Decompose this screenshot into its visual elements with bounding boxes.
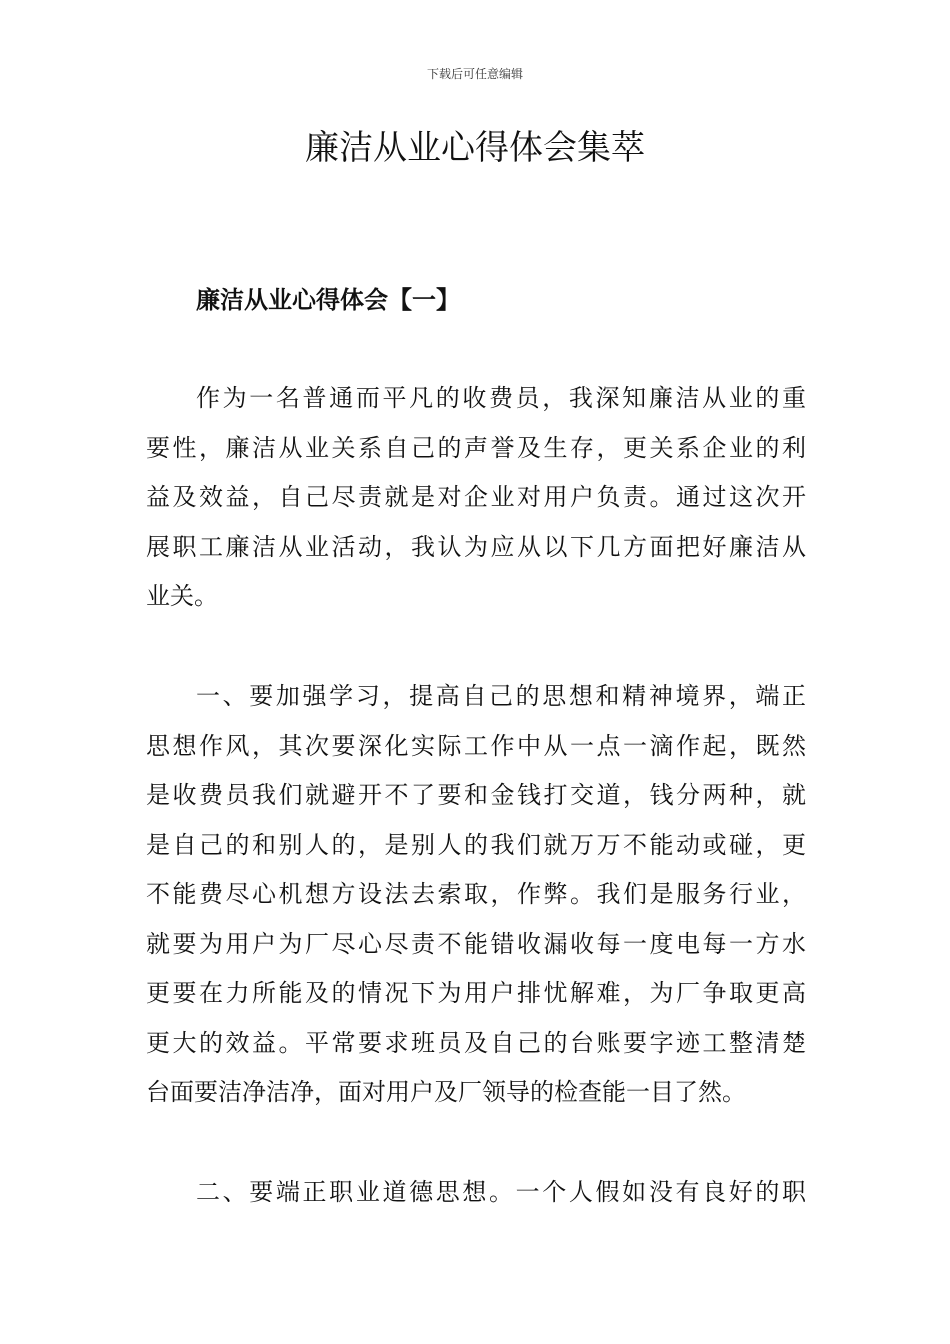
paragraph-line: 就要为用户为厂尽心尽责不能错收漏收每一度电每一方水: [146, 929, 806, 958]
paragraph-line: 台面要洁净洁净，面对用户及厂领导的检查能一目了然。: [146, 1078, 746, 1106]
paragraph-3: [146, 1168, 806, 1218]
paragraph-line: 展职工廉洁从业活动，我认为应从以下几方面把好廉洁从: [146, 532, 806, 561]
paragraph-line: 是自己的和别人的，是别人的我们就万万不能动或碰，更: [146, 830, 806, 859]
paragraph-line: 不能费尽心机想方设法去索取，作弊。我们是服务行业，: [146, 880, 806, 908]
paragraph-1: [146, 374, 806, 622]
header-note: 下载后可任意编辑: [426, 67, 523, 81]
document-title: 廉洁从业心得体会集萃: [305, 128, 645, 168]
paragraph-line: 思想作风，其次要深化实际工作中从一点一滴作起，既然: [146, 731, 806, 760]
paragraph-2: [146, 672, 806, 1118]
paragraph-line: 要性，廉洁从业关系自己的声誉及生存，更关系企业的利: [146, 433, 806, 462]
section-heading: 廉洁从业心得体会【一】: [196, 285, 460, 314]
paragraph-line: 益及效益，自己尽责就是对企业对用户负责。通过这次开: [146, 483, 806, 511]
paragraph-line: 业关。: [146, 582, 218, 610]
paragraph-line: 作为一名普通而平凡的收费员，我深知廉洁从业的重: [196, 384, 806, 412]
paragraph-line: 是收费员我们就避开不了要和金钱打交道，钱分两种，就: [146, 781, 806, 809]
paragraph-line: 二、要端正职业道德思想。一个人假如没有良好的职: [196, 1178, 806, 1206]
paragraph-line: 更要在力所能及的情况下为用户排忧解难，为厂争取更高: [146, 979, 806, 1007]
paragraph-line: 一、要加强学习，提高自己的思想和精神境界，端正: [196, 682, 806, 710]
paragraph-line: 更大的效益。平常要求班员及自己的台账要字迹工整清楚: [146, 1028, 806, 1057]
